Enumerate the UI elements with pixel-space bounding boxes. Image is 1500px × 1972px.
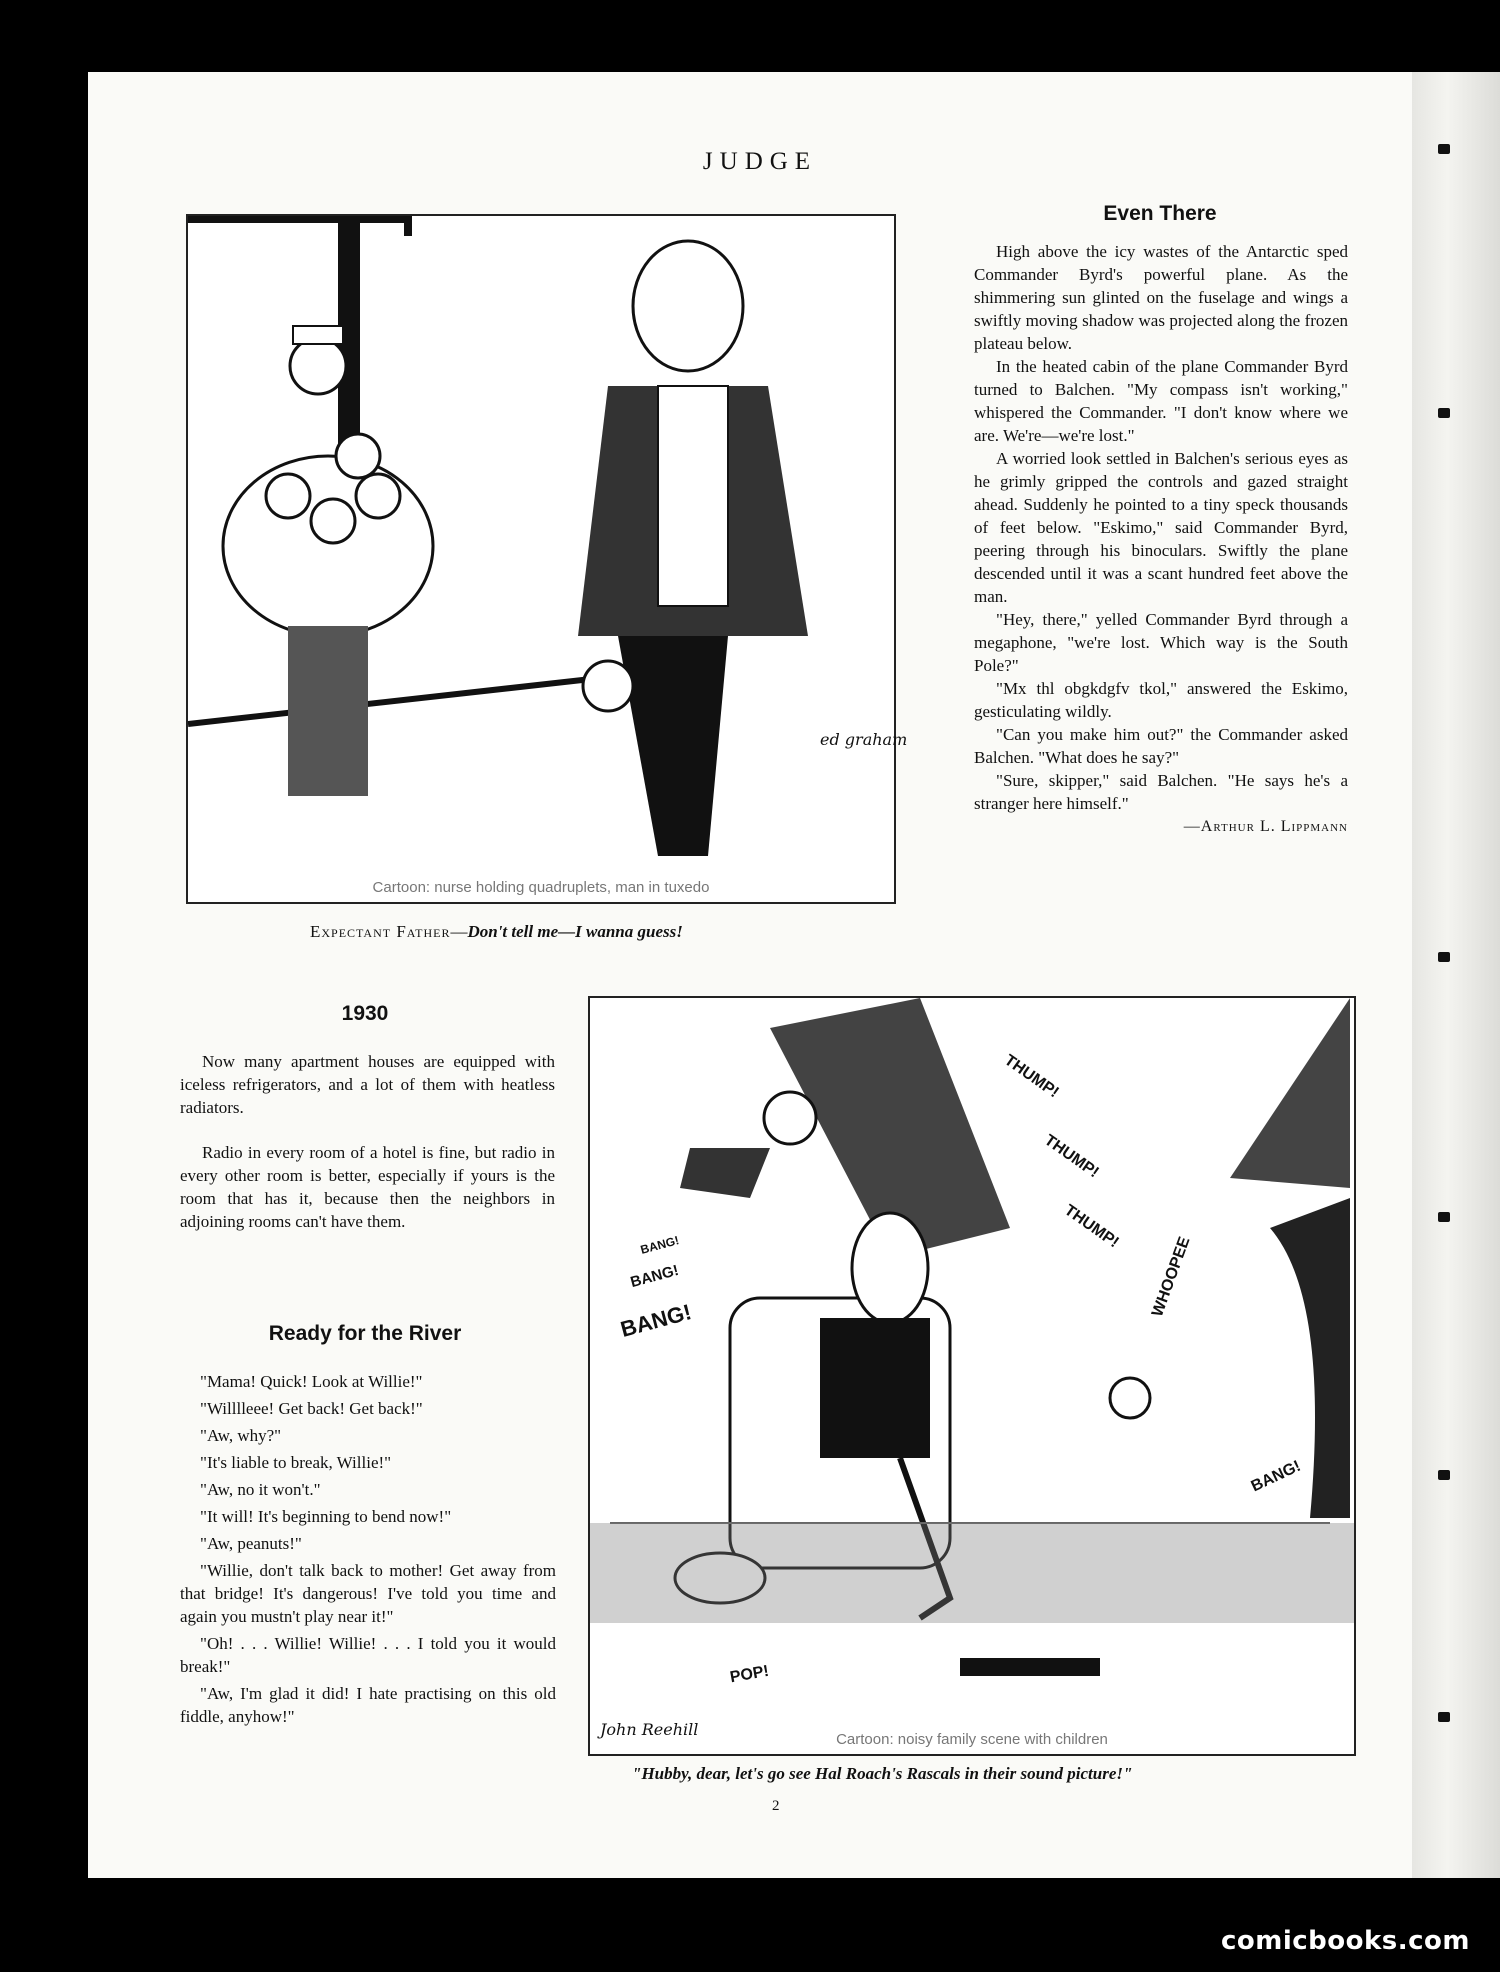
page-number: 2 <box>772 1798 780 1814</box>
cartoon-sound-bang-4: BANG! <box>1248 1457 1304 1496</box>
story-even-there-body <box>974 240 1348 838</box>
cartoon-rascals <box>588 996 1356 1756</box>
cartoon-sound-thump-3: THUMP! <box>1061 1201 1122 1252</box>
dialogue-line: "It will! It's beginning to bend now!" <box>200 1507 452 1526</box>
caption-dash: — <box>450 922 468 941</box>
cartoon-signature-bottom: John Reehill <box>600 1720 699 1739</box>
dialogue-line: "Oh! . . . Willie! Willie! . . . I told you it would break!" <box>180 1634 556 1676</box>
cartoon-sound-thump-2: THUMP! <box>1041 1131 1102 1182</box>
paragraph: "Can you make him out?" the Commander asked Balchen. "What does he say?" <box>974 725 1348 767</box>
site-watermark: comicbooks.com <box>1220 1926 1470 1956</box>
cartoon-sound-pop: POP! <box>728 1662 771 1687</box>
cartoon-caption-top <box>310 922 683 942</box>
dialogue-line: "Willlleee! Get back! Get back!" <box>200 1399 423 1418</box>
paragraph: "Hey, there," yelled Commander Byrd through a megaphone, "we're lost. Which way is the South Pole?" <box>974 610 1348 675</box>
cartoon-illustration <box>590 998 1356 1756</box>
caption-quote: Don't tell me—I wanna guess! <box>467 922 683 941</box>
cartoon-illustration <box>188 216 896 904</box>
paragraph: A worried look settled in Balchen's serious eyes as he grimly gripped the controls and gazed straight ahead. Suddenly he pointed to a tiny speck thousands of feet below. "Eskimo," said Commander Byrd, peering through his binoculars. Swiftly the plane descended until it was a scant hundred feet above the man. <box>974 449 1348 606</box>
story-river-body <box>180 1370 556 1732</box>
running-head: JUDGE <box>702 148 818 175</box>
cartoon-caption-bottom <box>632 1764 1132 1784</box>
paragraph: In the heated cabin of the plane Commander Byrd turned to Balchen. "My compass isn't working," whispered the Commander. "I don't know where we are. We're—we're lost." <box>974 357 1348 445</box>
dialogue-line: "Aw, no it won't." <box>200 1480 321 1499</box>
byline: —Arthur L. Lippmann <box>1183 818 1348 835</box>
dialogue-line: "Aw, I'm glad it did! I hate practising on this old fiddle, anyhow!" <box>180 1684 556 1726</box>
story-1930-body <box>180 1050 555 1233</box>
paragraph: Radio in every room of a hotel is fine, but radio in every other room is better, especially if yours is the room that has it, because then the neighbors in adjoining rooms can't have them. <box>180 1143 555 1231</box>
cartoon-sound-thump-1: THUMP! <box>1001 1051 1062 1102</box>
cartoon-sound-bang-2: BANG! <box>628 1261 681 1292</box>
story-title-1930: 1930 <box>341 1002 389 1025</box>
cartoon-signature-top: ed graham <box>820 730 908 749</box>
dialogue-line: "Aw, why?" <box>200 1426 282 1445</box>
cartoon-placeholder-label: Cartoon: nurse holding quadruplets, man in tuxedo <box>372 879 710 896</box>
dialogue-line: "Mama! Quick! Look at Willie!" <box>200 1372 423 1391</box>
dialogue-line: "Aw, peanuts!" <box>200 1534 302 1553</box>
caption-quote: "Hubby, dear, let's go see Hal Roach's Rascals in their sound picture!" <box>632 1764 1133 1783</box>
story-title-ready-for-the-river: Ready for the River <box>268 1322 462 1345</box>
cartoon-sound-whoopee: WHOOPEE <box>1149 1234 1194 1319</box>
paragraph: "Mx thl obgkdgfv tkol," answered the Eskimo, gesticulating wildly. <box>974 679 1348 721</box>
story-title-even-there: Even There <box>1103 202 1217 225</box>
dialogue-line: "It's liable to break, Willie!" <box>200 1453 392 1472</box>
paragraph: High above the icy wastes of the Antarctic sped Commander Byrd's powerful plane. As the shimmering sun glinted on the fuselage and wings a swiftly moving shadow was projected along the frozen plateau below. <box>974 242 1348 353</box>
cartoon-expectant-father <box>186 214 896 904</box>
paragraph: Now many apartment houses are equipped with iceless refrigerators, and a lot of them with heatless radiators. <box>180 1052 555 1117</box>
page-gutter <box>1412 72 1500 1878</box>
cartoon-sound-bang-1: BANG! <box>638 1233 681 1257</box>
paragraph: "Sure, skipper," said Balchen. "He says he's a stranger here himself." <box>974 771 1348 813</box>
cartoon-placeholder-label: Cartoon: noisy family scene with children <box>836 1731 1108 1748</box>
caption-lead: Expectant Father <box>310 922 451 941</box>
cartoon-sound-bang-3: BANG! <box>617 1299 694 1342</box>
dialogue-line: "Willie, don't talk back to mother! Get away from that bridge! It's dangerous! I've told you time and again you mustn't play near it!" <box>180 1561 556 1626</box>
